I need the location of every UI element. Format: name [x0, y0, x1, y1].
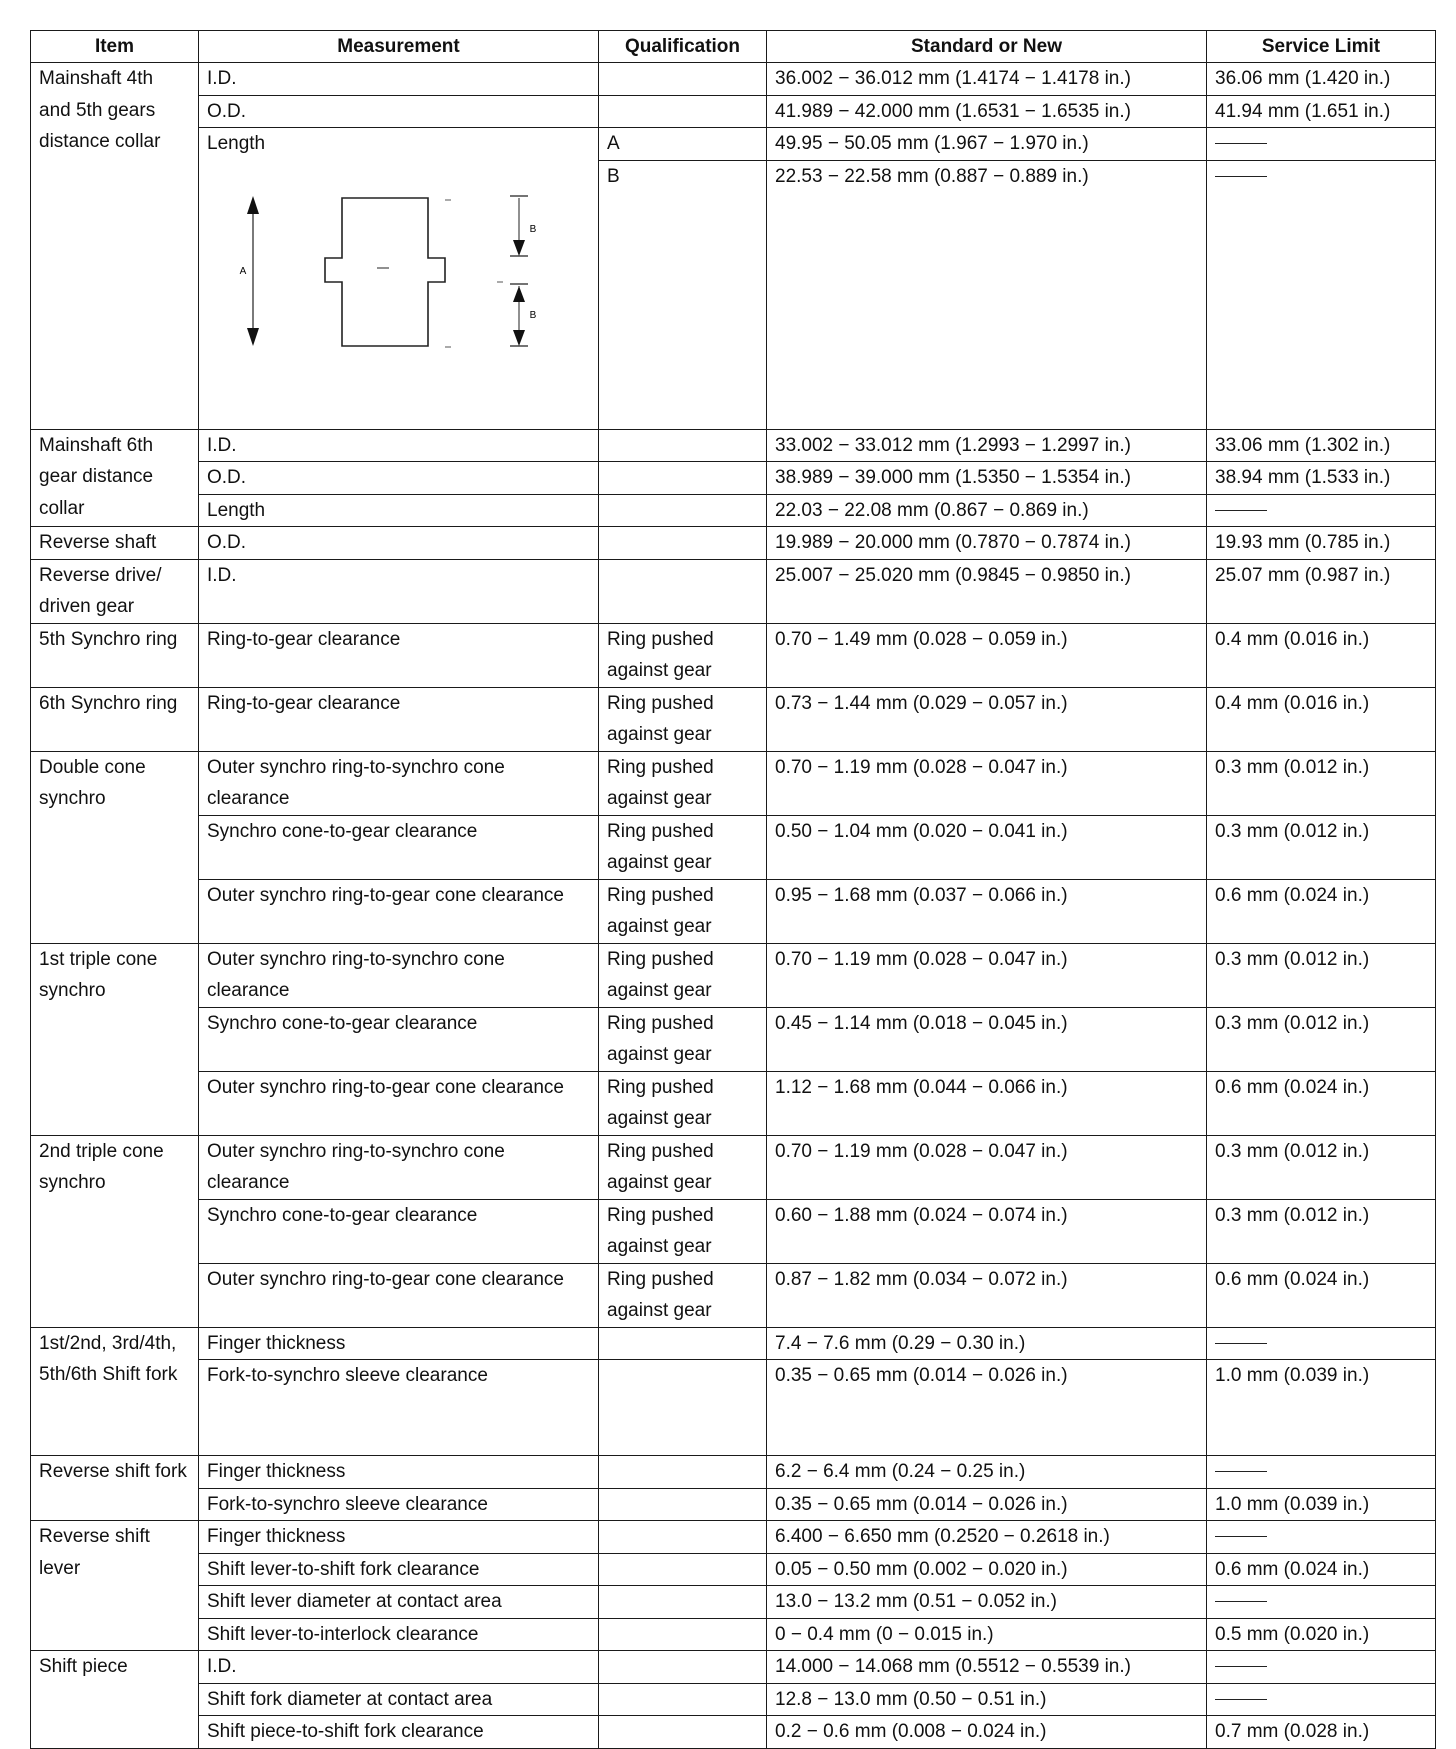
limit-cell: 0.6 mm (0.024 in.): [1207, 879, 1436, 943]
table-row: [31, 1586, 1436, 1619]
limit-cell: [1207, 1586, 1436, 1619]
standard-cell: 0.35 − 0.65 mm (0.014 − 0.026 in.): [767, 1488, 1207, 1521]
table-row: [31, 623, 1436, 687]
header-service-limit: Service Limit: [1207, 31, 1436, 63]
measurement-cell: Fork-to-synchro sleeve clearance: [199, 1488, 599, 1521]
measurement-cell: Outer synchro ring-to-synchro cone clearance: [199, 751, 599, 815]
standard-cell: 0.70 − 1.49 mm (0.028 − 0.059 in.): [767, 623, 1207, 687]
limit-cell: 0.3 mm (0.012 in.): [1207, 943, 1436, 1007]
measurement-cell: Shift piece-to-shift fork clearance: [199, 1716, 599, 1749]
qualification-cell: [599, 1651, 767, 1684]
qualification-cell: Ring pushed against gear: [599, 623, 767, 687]
table-row: [31, 1071, 1436, 1135]
measurement-cell: Shift lever-to-interlock clearance: [199, 1618, 599, 1651]
table-row: [31, 1553, 1436, 1586]
limit-cell: [1207, 1651, 1436, 1684]
qualification-cell: [599, 1521, 767, 1554]
qualification-cell: [599, 95, 767, 128]
qualification-cell: [599, 1716, 767, 1749]
measurement-cell: Outer synchro ring-to-synchro cone clearance: [199, 943, 599, 1007]
limit-cell: 1.0 mm (0.039 in.): [1207, 1360, 1436, 1456]
qualification-cell: Ring pushed against gear: [599, 1199, 767, 1263]
standard-cell: 0.70 − 1.19 mm (0.028 − 0.047 in.): [767, 1135, 1207, 1199]
limit-cell: 0.6 mm (0.024 in.): [1207, 1263, 1436, 1327]
qualification-cell: Ring pushed against gear: [599, 751, 767, 815]
table-row: [31, 494, 1436, 527]
table-row: [31, 429, 1436, 462]
dash: [1215, 510, 1267, 511]
item-cell: 2nd triple cone synchro: [31, 1135, 199, 1327]
item-cell: 5th Synchro ring: [31, 623, 199, 687]
limit-cell: 0.6 mm (0.024 in.): [1207, 1553, 1436, 1586]
qualification-cell: [599, 63, 767, 96]
qualification-cell: Ring pushed against gear: [599, 943, 767, 1007]
table-row: [31, 1716, 1436, 1749]
table-row: [31, 1360, 1436, 1456]
qualification-cell: [599, 527, 767, 560]
qualification-cell: [599, 1618, 767, 1651]
measurement-cell: Shift fork diameter at contact area: [199, 1683, 599, 1716]
measurement-cell: O.D.: [199, 462, 599, 495]
item-cell: Reverse shaft: [31, 527, 199, 560]
limit-cell: [1207, 128, 1436, 161]
measurement-cell: Synchro cone-to-gear clearance: [199, 815, 599, 879]
qualification-cell: [599, 429, 767, 462]
limit-cell: 0.3 mm (0.012 in.): [1207, 1135, 1436, 1199]
standard-cell: 33.002 − 33.012 mm (1.2993 − 1.2997 in.): [767, 429, 1207, 462]
limit-cell: 25.07 mm (0.987 in.): [1207, 559, 1436, 623]
measurement-cell: Outer synchro ring-to-gear cone clearance: [199, 1071, 599, 1135]
header-measurement: Measurement: [199, 31, 599, 63]
header-row: [31, 31, 1436, 63]
measurement-cell: Synchro cone-to-gear clearance: [199, 1007, 599, 1071]
standard-cell: 0.45 − 1.14 mm (0.018 − 0.045 in.): [767, 1007, 1207, 1071]
qualification-cell: [599, 1683, 767, 1716]
header-qualification: Qualification: [599, 31, 767, 63]
measurement-label: Length: [207, 133, 266, 154]
item-cell: 1st triple cone synchro: [31, 943, 199, 1135]
dimension-a-label: A: [239, 265, 247, 277]
table-row: [31, 1199, 1436, 1263]
table-row: [31, 1618, 1436, 1651]
standard-cell: 22.03 − 22.08 mm (0.867 − 0.869 in.): [767, 494, 1207, 527]
qualification-cell: [599, 1586, 767, 1619]
table-row: [31, 943, 1436, 1007]
dash: [1215, 143, 1267, 144]
standard-cell: 49.95 − 50.05 mm (1.967 − 1.970 in.): [767, 128, 1207, 161]
item-cell: Shift piece: [31, 1651, 199, 1749]
qualification-cell: Ring pushed against gear: [599, 879, 767, 943]
table-row: [31, 63, 1436, 96]
measurement-cell: Outer synchro ring-to-synchro cone clearance: [199, 1135, 599, 1199]
limit-cell: 36.06 mm (1.420 in.): [1207, 63, 1436, 96]
table-row: [31, 687, 1436, 751]
measurement-cell: O.D.: [199, 527, 599, 560]
limit-cell: 0.3 mm (0.012 in.): [1207, 1199, 1436, 1263]
measurement-cell: Shift lever diameter at contact area: [199, 1586, 599, 1619]
table-row: [31, 1263, 1436, 1327]
table-row: [31, 1651, 1436, 1684]
limit-cell: 0.6 mm (0.024 in.): [1207, 1071, 1436, 1135]
item-cell: Double cone synchro: [31, 751, 199, 943]
qualification-cell: Ring pushed against gear: [599, 1135, 767, 1199]
measurement-cell: Outer synchro ring-to-gear cone clearance: [199, 879, 599, 943]
specification-table: [30, 30, 1436, 1749]
dash: [1215, 1699, 1267, 1700]
limit-cell: 1.0 mm (0.039 in.): [1207, 1488, 1436, 1521]
arrow-down-icon: [513, 330, 525, 346]
standard-cell: 0.05 − 0.50 mm (0.002 − 0.020 in.): [767, 1553, 1207, 1586]
table-row: [31, 879, 1436, 943]
qualification-cell: Ring pushed against gear: [599, 687, 767, 751]
header-item: Item: [31, 31, 199, 63]
measurement-cell: Length: [199, 494, 599, 527]
item-cell: 1st/2nd, 3rd/4th, 5th/6th Shift fork: [31, 1327, 199, 1456]
qualification-cell: [599, 1327, 767, 1360]
standard-cell: 6.2 − 6.4 mm (0.24 − 0.25 in.): [767, 1456, 1207, 1489]
measurement-cell: Shift lever-to-shift fork clearance: [199, 1553, 599, 1586]
item-cell: Mainshaft 4th and 5th gears distance collar: [31, 63, 199, 430]
standard-cell: 19.989 − 20.000 mm (0.7870 − 0.7874 in.): [767, 527, 1207, 560]
measurement-cell: Ring-to-gear clearance: [199, 687, 599, 751]
qualification-cell: [599, 559, 767, 623]
table-row: [31, 128, 1436, 161]
measurement-cell: Ring-to-gear clearance: [199, 623, 599, 687]
limit-cell: [1207, 160, 1436, 429]
measurement-cell: I.D.: [199, 429, 599, 462]
arrow-down-icon: [513, 240, 525, 256]
standard-cell: 0.95 − 1.68 mm (0.037 − 0.066 in.): [767, 879, 1207, 943]
standard-cell: 38.989 − 39.000 mm (1.5350 − 1.5354 in.): [767, 462, 1207, 495]
table-row: [31, 95, 1436, 128]
table-row: [31, 559, 1436, 623]
standard-cell: 22.53 − 22.58 mm (0.887 − 0.889 in.): [767, 160, 1207, 429]
arrow-up-icon: [247, 196, 259, 214]
dash: [1215, 176, 1267, 177]
standard-cell: 7.4 − 7.6 mm (0.29 − 0.30 in.): [767, 1327, 1207, 1360]
table-row: [31, 1521, 1436, 1554]
limit-cell: 0.4 mm (0.016 in.): [1207, 687, 1436, 751]
measurement-cell: O.D.: [199, 95, 599, 128]
table-row: [31, 462, 1436, 495]
measurement-cell: Finger thickness: [199, 1327, 599, 1360]
limit-cell: [1207, 1521, 1436, 1554]
limit-cell: 0.3 mm (0.012 in.): [1207, 751, 1436, 815]
limit-cell: 41.94 mm (1.651 in.): [1207, 95, 1436, 128]
standard-cell: 25.007 − 25.020 mm (0.9845 − 0.9850 in.): [767, 559, 1207, 623]
measurement-cell: I.D.: [199, 559, 599, 623]
limit-cell: 33.06 mm (1.302 in.): [1207, 429, 1436, 462]
standard-cell: 0.2 − 0.6 mm (0.008 − 0.024 in.): [767, 1716, 1207, 1749]
limit-cell: 19.93 mm (0.785 in.): [1207, 527, 1436, 560]
arrow-down-icon: [247, 328, 259, 346]
standard-cell: 14.000 − 14.068 mm (0.5512 − 0.5539 in.): [767, 1651, 1207, 1684]
measurement-cell: I.D.: [199, 63, 599, 96]
dimension-b-upper-label: B: [529, 223, 537, 235]
qualification-cell: [599, 494, 767, 527]
qualification-cell: [599, 1456, 767, 1489]
dimension-b-lower-label: B: [529, 309, 537, 321]
measurement-cell: Synchro cone-to-gear clearance: [199, 1199, 599, 1263]
measurement-cell: [199, 128, 599, 430]
collar-diagram: [207, 160, 587, 396]
limit-cell: 0.3 mm (0.012 in.): [1207, 1007, 1436, 1071]
standard-cell: 6.400 − 6.650 mm (0.2520 − 0.2618 in.): [767, 1521, 1207, 1554]
limit-cell: 38.94 mm (1.533 in.): [1207, 462, 1436, 495]
limit-cell: [1207, 1456, 1436, 1489]
dash: [1215, 1666, 1267, 1667]
limit-cell: 0.7 mm (0.028 in.): [1207, 1716, 1436, 1749]
qualification-cell: Ring pushed against gear: [599, 1071, 767, 1135]
limit-cell: 0.4 mm (0.016 in.): [1207, 623, 1436, 687]
arrow-up-icon: [513, 286, 525, 302]
qualification-cell: Ring pushed against gear: [599, 815, 767, 879]
dash: [1215, 1601, 1267, 1602]
item-cell: Mainshaft 6th gear distance collar: [31, 429, 199, 527]
limit-cell: 0.3 mm (0.012 in.): [1207, 815, 1436, 879]
item-cell: 6th Synchro ring: [31, 687, 199, 751]
table-row: [31, 751, 1436, 815]
qualification-cell: Ring pushed against gear: [599, 1007, 767, 1071]
item-cell: Reverse shift lever: [31, 1521, 199, 1651]
standard-cell: 41.989 − 42.000 mm (1.6531 − 1.6535 in.): [767, 95, 1207, 128]
standard-cell: 0.70 − 1.19 mm (0.028 − 0.047 in.): [767, 751, 1207, 815]
table-row: [31, 527, 1436, 560]
table-row: [31, 1683, 1436, 1716]
standard-cell: 0.73 − 1.44 mm (0.029 − 0.057 in.): [767, 687, 1207, 751]
limit-cell: 0.5 mm (0.020 in.): [1207, 1618, 1436, 1651]
limit-cell: [1207, 1327, 1436, 1360]
standard-cell: 1.12 − 1.68 mm (0.044 − 0.066 in.): [767, 1071, 1207, 1135]
table-row: [31, 1007, 1436, 1071]
standard-cell: 0 − 0.4 mm (0 − 0.015 in.): [767, 1618, 1207, 1651]
table-row: [31, 815, 1436, 879]
measurement-cell: Finger thickness: [199, 1521, 599, 1554]
dash: [1215, 1536, 1267, 1537]
item-cell: Reverse shift fork: [31, 1456, 199, 1521]
qualification-cell: [599, 1488, 767, 1521]
standard-cell: 0.60 − 1.88 mm (0.024 − 0.074 in.): [767, 1199, 1207, 1263]
standard-cell: 13.0 − 13.2 mm (0.51 − 0.052 in.): [767, 1586, 1207, 1619]
table-row: [31, 1456, 1436, 1489]
limit-cell: [1207, 494, 1436, 527]
measurement-cell: I.D.: [199, 1651, 599, 1684]
standard-cell: 12.8 − 13.0 mm (0.50 − 0.51 in.): [767, 1683, 1207, 1716]
measurement-cell: Fork-to-synchro sleeve clearance: [199, 1360, 599, 1456]
qualification-cell: A: [599, 128, 767, 161]
qualification-cell: B: [599, 160, 767, 429]
standard-cell: 0.35 − 0.65 mm (0.014 − 0.026 in.): [767, 1360, 1207, 1456]
qualification-cell: [599, 1360, 767, 1456]
standard-cell: 36.002 − 36.012 mm (1.4174 − 1.4178 in.): [767, 63, 1207, 96]
qualification-cell: [599, 1553, 767, 1586]
header-standard: Standard or New: [767, 31, 1207, 63]
collar-outline: [325, 198, 445, 346]
item-cell: Reverse drive/ driven gear: [31, 559, 199, 623]
standard-cell: 0.87 − 1.82 mm (0.034 − 0.072 in.): [767, 1263, 1207, 1327]
measurement-cell: Outer synchro ring-to-gear cone clearance: [199, 1263, 599, 1327]
dash: [1215, 1471, 1267, 1472]
standard-cell: 0.70 − 1.19 mm (0.028 − 0.047 in.): [767, 943, 1207, 1007]
table-row: [31, 1327, 1436, 1360]
measurement-cell: Finger thickness: [199, 1456, 599, 1489]
qualification-cell: [599, 462, 767, 495]
standard-cell: 0.50 − 1.04 mm (0.020 − 0.041 in.): [767, 815, 1207, 879]
table-row: [31, 1135, 1436, 1199]
limit-cell: [1207, 1683, 1436, 1716]
dash: [1215, 1343, 1267, 1344]
table-row: [31, 1488, 1436, 1521]
qualification-cell: Ring pushed against gear: [599, 1263, 767, 1327]
